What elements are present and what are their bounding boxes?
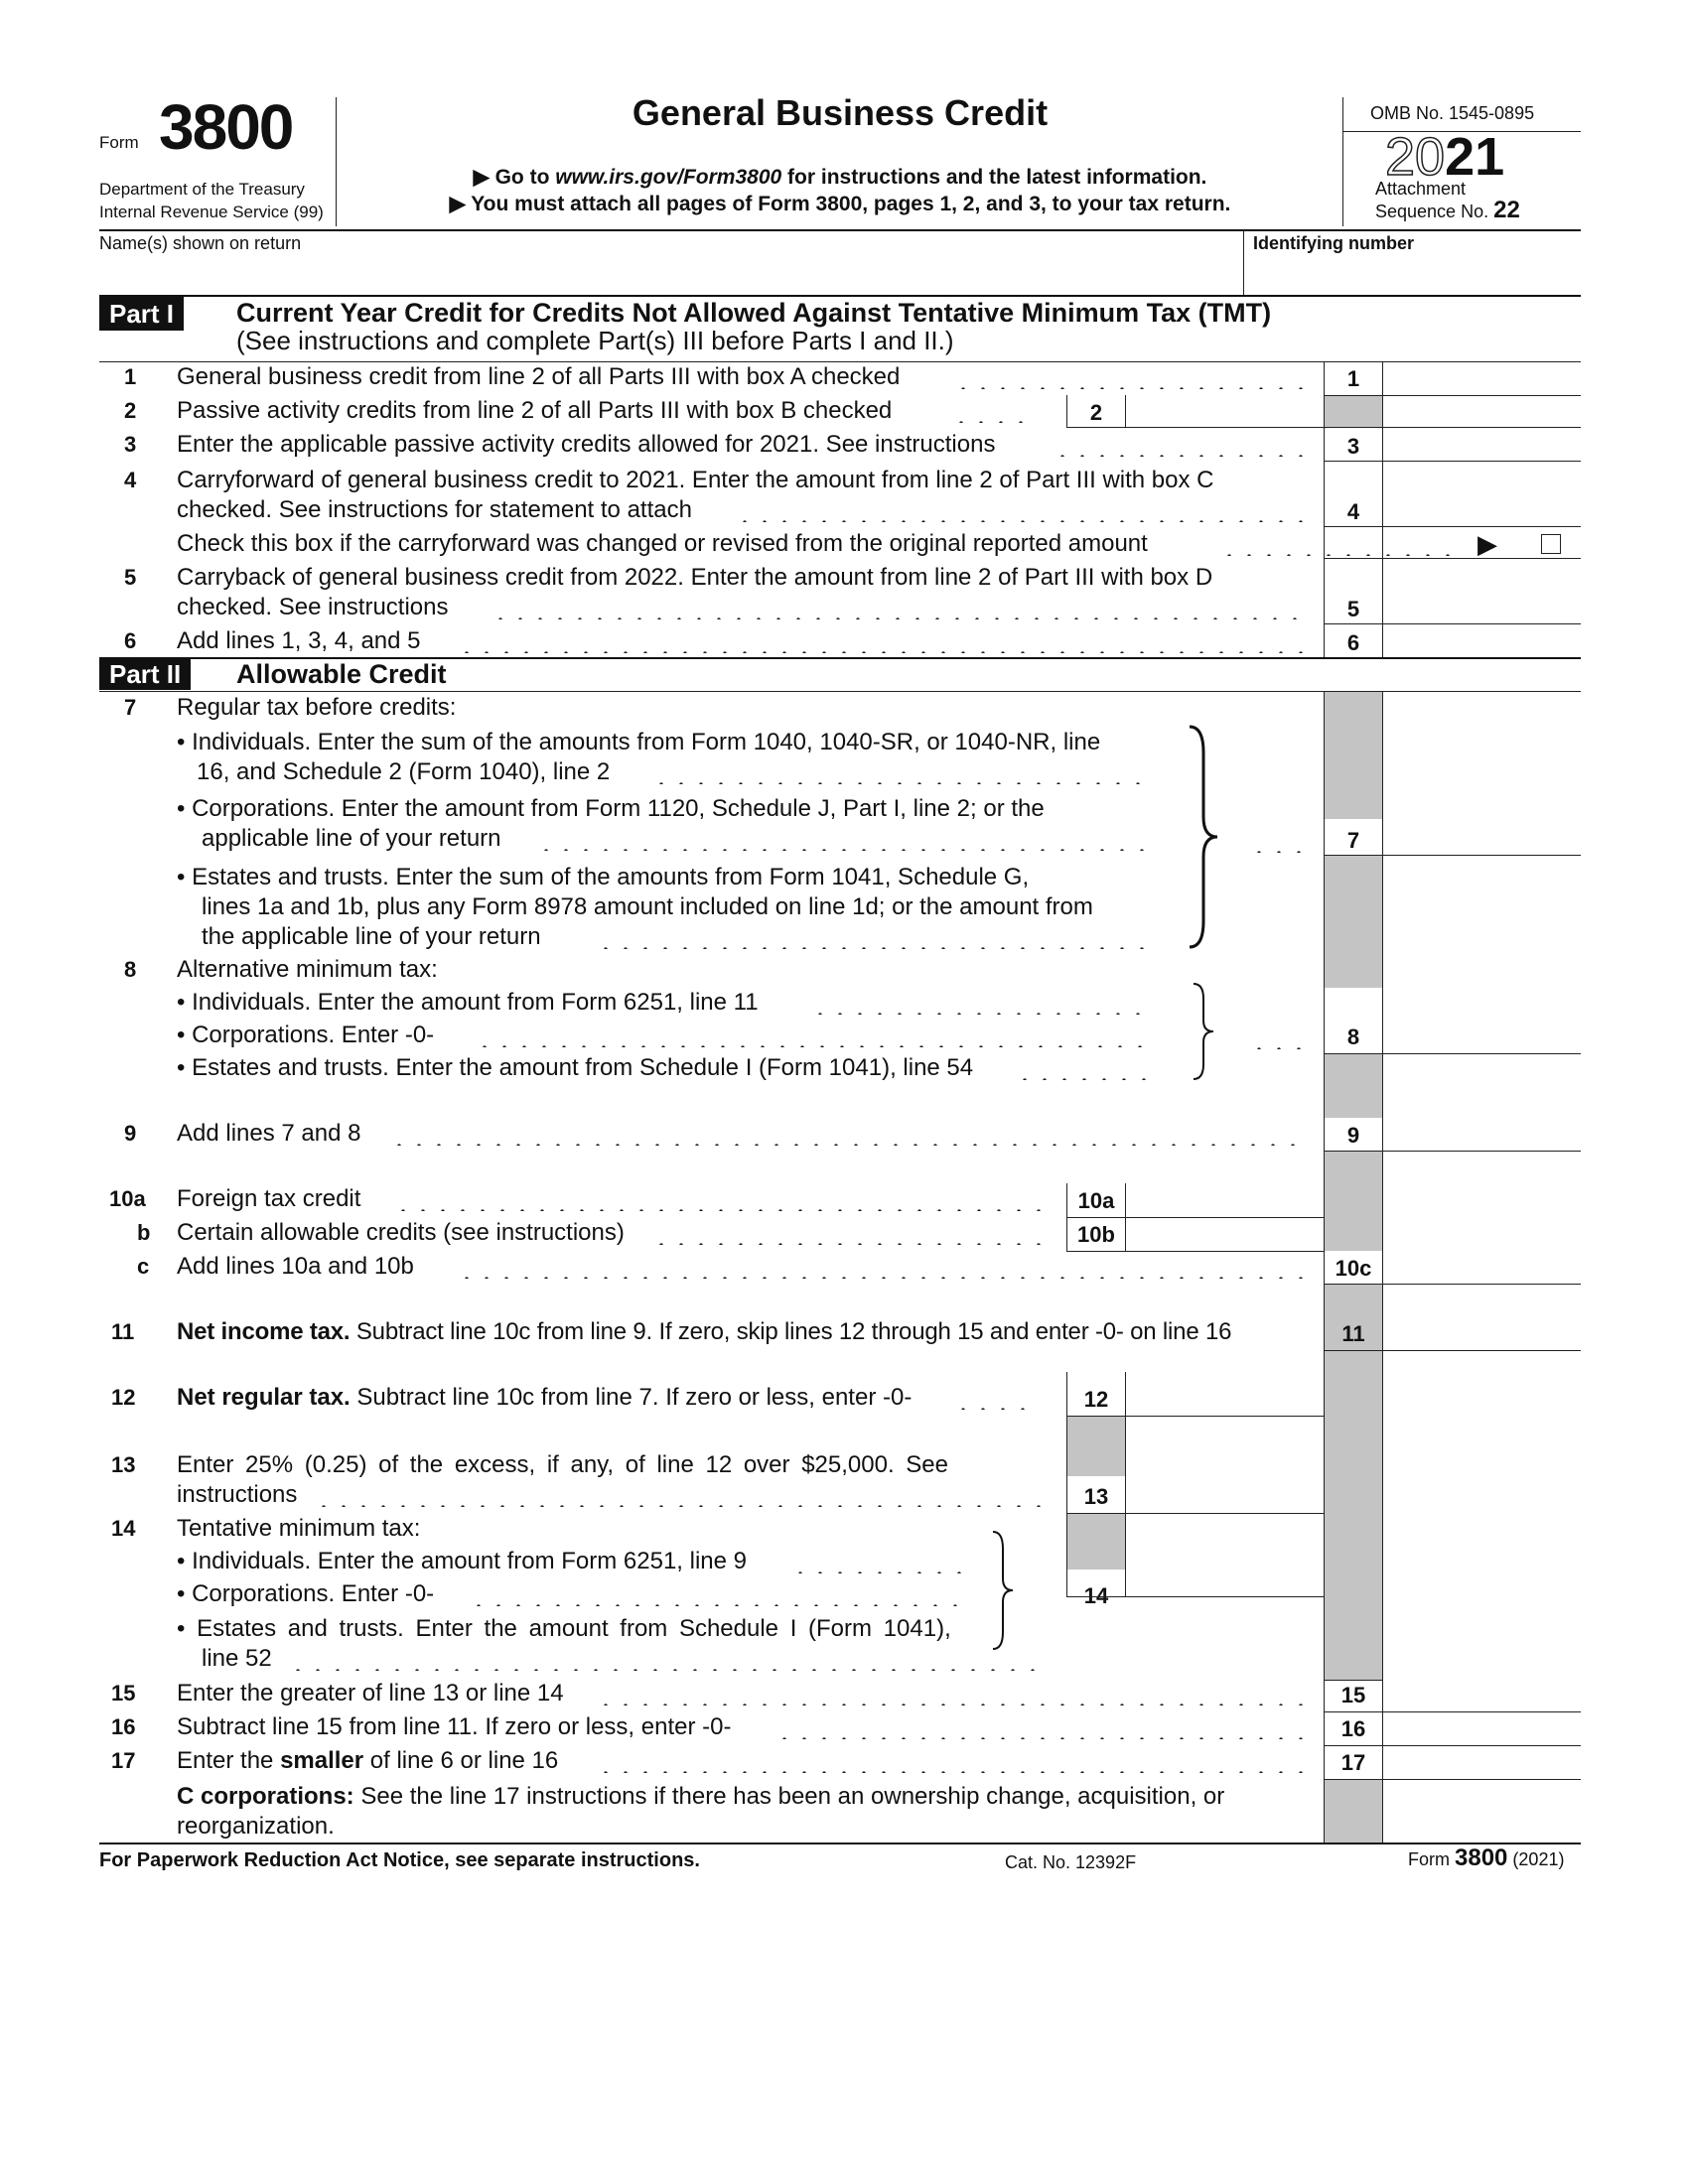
line-4-box: 4 <box>1346 499 1360 524</box>
identifying-number-label: Identifying number <box>1253 233 1414 253</box>
instructions-line-1: ▶ Go to www.irs.gov/Form3800 for instructions and the latest information. <box>473 166 1207 189</box>
line-5-box: 5 <box>1346 597 1360 621</box>
line-7-number: 7 <box>124 695 137 720</box>
line-9-amount[interactable] <box>1384 1054 1581 1150</box>
line-15-amount[interactable] <box>1384 1350 1581 1711</box>
line-7-estates-a: • Estates and trusts. Enter the sum of the amounts from Form 1041, Schedule G, <box>177 864 1030 890</box>
line-4-text-a: Carryforward of general business credit to 2021. Enter the amount from line 2 of Part III with box C <box>177 467 1214 493</box>
line-11-text: Net income tax. Subtract line 10c from line 9. If zero, skip lines 12 through 15 and enter -0- on line 16 <box>177 1318 1232 1345</box>
line-7-corporations-b: applicable line of your return <box>202 825 501 852</box>
carryforward-revised-checkbox[interactable] <box>1541 534 1561 554</box>
line-7-corporations-a: • Corporations. Enter the amount from Form 1120, Schedule J, Part I, line 2; or the <box>177 795 1045 822</box>
line-10c-number: c <box>137 1254 150 1279</box>
line-6-box: 6 <box>1346 630 1360 655</box>
line-14-corporations: • Corporations. Enter -0- <box>177 1580 435 1607</box>
line-13-number: 13 <box>111 1452 136 1477</box>
line-10b-amount[interactable] <box>1127 1218 1322 1250</box>
line-7-estates-c: the applicable line of your return <box>202 923 541 950</box>
line-11-amount[interactable] <box>1384 1285 1581 1350</box>
instructions-line-2: ▶ You must attach all pages of Form 3800, pages 1, 2, and 3, to your tax return. <box>449 193 1231 215</box>
line-8-text: Alternative minimum tax: <box>177 956 438 983</box>
line-12-amount[interactable] <box>1127 1372 1322 1416</box>
sequence-number: Sequence No. 22 <box>1375 197 1520 223</box>
line-2-text: Passive activity credits from line 2 of all Parts III with box B checked <box>177 397 893 424</box>
form-number: 3800 <box>159 91 293 163</box>
arrow-right-icon: ▶ <box>1477 529 1497 559</box>
line-8-box: 8 <box>1346 1024 1360 1049</box>
line-4-amount[interactable] <box>1384 463 1581 526</box>
omb-number: OMB No. 1545-0895 <box>1370 103 1535 123</box>
line-16-amount[interactable] <box>1384 1712 1581 1744</box>
c-corporations-note-b: reorganization. <box>177 1813 335 1840</box>
line-9-number: 9 <box>124 1121 137 1146</box>
part-1-tag: Part I <box>99 297 184 331</box>
attachment-label: Attachment <box>1375 179 1467 199</box>
line-14-text: Tentative minimum tax: <box>177 1515 421 1542</box>
right-brace-icon <box>989 1529 1019 1652</box>
line-16-text: Subtract line 15 from line 11. If zero or less, enter -0- <box>177 1713 732 1740</box>
line-5-number: 5 <box>124 565 137 590</box>
line-14-individuals: • Individuals. Enter the amount from Form 6251, line 9 <box>177 1548 748 1574</box>
dept-line-2: Internal Revenue Service (99) <box>99 203 324 221</box>
line-15-number: 15 <box>111 1681 136 1706</box>
line-7-box: 7 <box>1346 828 1360 853</box>
line-6-number: 6 <box>124 628 137 653</box>
part-1-title: Current Year Credit for Credits Not Allowed Against Tentative Minimum Tax (TMT) <box>236 298 1272 328</box>
line-7-estates-b: lines 1a and 1b, plus any Form 8978 amount included on line 1d; or the amount from <box>202 893 1093 920</box>
line-8-individuals: • Individuals. Enter the amount from Form 6251, line 11 <box>177 989 759 1016</box>
line-1-box: 1 <box>1346 366 1360 391</box>
c-corporations-note-a: C corporations: See the line 17 instructions if there has been an ownership change, acquisition, or <box>177 1783 1225 1810</box>
line-4-text-b: checked. See instructions for statement to attach <box>177 496 692 523</box>
line-14-amount[interactable] <box>1127 1514 1322 1595</box>
line-10a-box: 10a <box>1077 1188 1115 1213</box>
line-5-text-a: Carryback of general business credit from 2022. Enter the amount from line 2 of Part III with box D <box>177 564 1213 591</box>
line-6-text: Add lines 1, 3, 4, and 5 <box>177 627 421 654</box>
right-brace-icon <box>1190 981 1219 1082</box>
right-brace-icon <box>1184 723 1223 951</box>
part-2-title: Allowable Credit <box>236 659 447 689</box>
line-7-individuals-a: • Individuals. Enter the sum of the amounts from Form 1040, 1040-SR, or 1040-NR, line <box>177 729 1101 755</box>
line-11-number: 11 <box>111 1319 135 1344</box>
dept-line-1: Department of the Treasury <box>99 180 305 199</box>
line-10a-amount[interactable] <box>1127 1183 1322 1216</box>
part-1-subtitle: (See instructions and complete Part(s) III before Parts I and II.) <box>236 326 954 355</box>
line-17-number: 17 <box>111 1748 136 1773</box>
line-2-amount[interactable] <box>1127 395 1322 427</box>
line-13-amount[interactable] <box>1127 1417 1322 1512</box>
form-title: General Business Credit <box>632 92 1049 133</box>
form-label: Form <box>99 133 139 152</box>
line-3-amount[interactable] <box>1384 429 1581 461</box>
line-9-box: 9 <box>1346 1123 1360 1148</box>
line-1-number: 1 <box>124 364 137 389</box>
line-14-estates-b: line 52 <box>202 1645 272 1672</box>
line-13-box: 13 <box>1083 1484 1109 1509</box>
line-10b-number: b <box>137 1220 151 1245</box>
line-10a-text: Foreign tax credit <box>177 1185 361 1212</box>
line-13-text-b: instructions <box>177 1481 298 1508</box>
name-field[interactable] <box>99 256 1241 294</box>
footer-form-label: Form 3800 (2021) <box>1408 1844 1565 1871</box>
line-2-number: 2 <box>124 398 137 423</box>
line-10c-text: Add lines 10a and 10b <box>177 1253 414 1280</box>
name-label: Name(s) shown on return <box>99 233 302 253</box>
paperwork-notice: For Paperwork Reduction Act Notice, see separate instructions. <box>99 1849 700 1871</box>
line-7-text: Regular tax before credits: <box>177 694 457 721</box>
line-3-number: 3 <box>124 432 137 457</box>
line-14-estates-a: • Estates and trusts. Enter the amount from Schedule I (Form 1041), <box>177 1615 951 1642</box>
line-15-text: Enter the greater of line 13 or line 14 <box>177 1680 564 1706</box>
line-7-individuals-b: 16, and Schedule 2 (Form 1040), line 2 <box>197 758 611 785</box>
line-1-amount[interactable] <box>1384 363 1581 395</box>
line-8-number: 8 <box>124 957 137 982</box>
line-11-box: 11 <box>1341 1321 1365 1346</box>
tax-year: 2021 <box>1385 127 1505 187</box>
line-1-text: General business credit from line 2 of all Parts III with box A checked <box>177 363 901 390</box>
line-3-box: 3 <box>1346 434 1360 459</box>
line-8-amount[interactable] <box>1384 855 1581 1053</box>
line-17-text: Enter the smaller of line 6 or line 16 <box>177 1747 559 1774</box>
line-17-amount[interactable] <box>1384 1746 1581 1778</box>
line-14-box: 14 <box>1083 1583 1109 1608</box>
line-3-text: Enter the applicable passive activity credits allowed for 2021. See instructions <box>177 431 996 458</box>
line-15-box: 15 <box>1340 1683 1366 1707</box>
line-10b-text: Certain allowable credits (see instructions) <box>177 1219 625 1246</box>
line-12-text: Net regular tax. Subtract line 10c from line 7. If zero or less, enter -0- <box>177 1384 913 1411</box>
catalog-number: Cat. No. 12392F <box>1005 1852 1137 1872</box>
line-2-box: 2 <box>1089 400 1103 425</box>
line-17-box: 17 <box>1340 1750 1366 1775</box>
part-2-tag: Part II <box>99 658 191 690</box>
line-7-amount[interactable] <box>1384 692 1581 855</box>
line-10c-amount[interactable] <box>1384 1152 1581 1283</box>
line-9-text: Add lines 7 and 8 <box>177 1120 361 1147</box>
line-12-number: 12 <box>111 1385 136 1410</box>
line-5-amount[interactable] <box>1384 558 1581 623</box>
line-5-text-b: checked. See instructions <box>177 594 449 620</box>
line-16-number: 16 <box>111 1714 136 1739</box>
line-14-number: 14 <box>111 1516 136 1541</box>
line-12-box: 12 <box>1083 1387 1109 1412</box>
line-13-text-a: Enter 25% (0.25) of the excess, if any, of line 12 over $25,000. See <box>177 1451 948 1478</box>
line-10b-box: 10b <box>1077 1222 1115 1247</box>
line-8-corporations: • Corporations. Enter -0- <box>177 1022 435 1048</box>
line-6-amount[interactable] <box>1384 625 1581 657</box>
line-16-box: 16 <box>1340 1716 1366 1741</box>
identifying-number-field[interactable] <box>1253 256 1581 294</box>
line-4-number: 4 <box>124 468 137 492</box>
line-4-check-text: Check this box if the carryforward was changed or revised from the original reported amount <box>177 530 1148 557</box>
line-10c-box: 10c <box>1335 1256 1372 1281</box>
line-10a-number: 10a <box>109 1186 146 1211</box>
line-8-estates: • Estates and trusts. Enter the amount from Schedule I (Form 1041), line 54 <box>177 1054 974 1081</box>
